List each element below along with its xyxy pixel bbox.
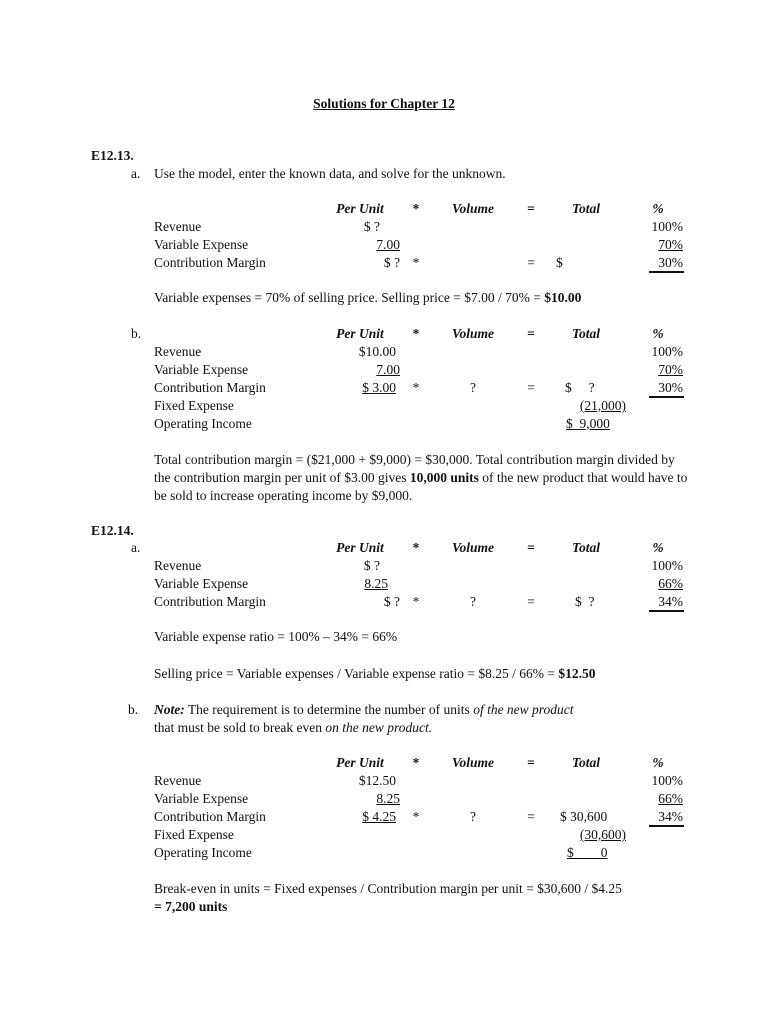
- header-total: Total: [571, 755, 600, 770]
- pct-cell: 100%: [651, 558, 683, 573]
- per-unit-cell: $ 3.00: [362, 380, 396, 395]
- per-unit-cell: 7.00: [376, 237, 400, 252]
- break-even-text: Break-even in units = Fixed expenses / Contribution margin per unit = $30,600 / $4.25: [154, 881, 622, 896]
- pct-cell: 30%: [658, 380, 683, 395]
- header-pct: %: [652, 326, 664, 341]
- times-cell: *: [412, 809, 420, 824]
- header-volume: Volume: [451, 540, 494, 555]
- row-label: Variable Expense: [154, 791, 249, 806]
- header-volume: Volume: [451, 755, 494, 770]
- row-label: Revenue: [154, 344, 202, 359]
- row-label: Fixed Expense: [154, 398, 234, 413]
- pct-cell: 70%: [658, 362, 683, 377]
- header-total: Total: [571, 540, 600, 555]
- exercise-label-e1213: E12.13.: [91, 148, 134, 163]
- ratio-text: Variable expense ratio = 100% – 34% = 66%: [154, 629, 398, 644]
- row-label: Operating Income: [154, 845, 252, 860]
- pct-cell: 34%: [658, 594, 683, 609]
- volume-cell: ?: [470, 809, 476, 824]
- note-line-1: Note: The requirement is to determine the number of units of the new product: [154, 702, 574, 717]
- header-pct: %: [652, 540, 664, 555]
- header-pct: %: [652, 755, 664, 770]
- break-even-result: = 7,200 units: [154, 899, 228, 914]
- row-label: Variable Expense: [154, 362, 249, 377]
- page-title: Solutions for Chapter 12: [313, 96, 455, 111]
- exercise-label-e1214: E12.14.: [91, 523, 134, 538]
- equals-cell: =: [527, 255, 535, 270]
- part-letter-b: b.: [128, 702, 139, 717]
- row-label: Contribution Margin: [154, 380, 266, 395]
- per-unit-cell: 8.25: [364, 576, 388, 591]
- per-unit-cell: 8.25: [376, 791, 400, 806]
- total-cell: $ ?: [565, 380, 595, 395]
- price-text: Selling price = Variable expenses / Variable expense ratio = $8.25 / 66% = $12.50: [154, 666, 596, 681]
- header-times: *: [412, 755, 420, 770]
- part-letter-a: a.: [131, 540, 141, 555]
- double-rule: [649, 396, 684, 398]
- per-unit-cell: $ 4.25: [362, 809, 396, 824]
- row-label: Revenue: [154, 558, 202, 573]
- pct-cell: 70%: [658, 237, 683, 252]
- per-unit-cell: $12.50: [358, 773, 396, 788]
- header-total: Total: [571, 201, 600, 216]
- header-volume: Volume: [451, 326, 494, 341]
- row-label: Contribution Margin: [154, 594, 266, 609]
- part-letter-b: b.: [131, 326, 142, 341]
- header-volume: Volume: [451, 201, 494, 216]
- header-equals: =: [527, 201, 535, 216]
- total-cell: $ ?: [575, 594, 595, 609]
- per-unit-cell: $10.00: [358, 344, 396, 359]
- times-cell: *: [412, 594, 420, 609]
- row-label: Fixed Expense: [154, 827, 234, 842]
- volume-cell: ?: [470, 594, 476, 609]
- row-label: Variable Expense: [154, 576, 249, 591]
- header-per-unit: Per Unit: [336, 755, 384, 770]
- header-per-unit: Per Unit: [336, 540, 384, 555]
- row-label: Revenue: [154, 773, 202, 788]
- header-per-unit: Per Unit: [336, 201, 384, 216]
- header-equals: =: [527, 540, 535, 555]
- instruction-text: Use the model, enter the known data, and solve for the unknown.: [154, 166, 506, 181]
- pct-cell: 100%: [651, 344, 683, 359]
- header-pct: %: [652, 201, 664, 216]
- equals-cell: =: [527, 809, 535, 824]
- pct-cell: 100%: [651, 773, 683, 788]
- row-label: Operating Income: [154, 416, 252, 431]
- part-letter-a: a.: [131, 166, 141, 181]
- header-times: *: [412, 201, 420, 216]
- double-rule: [649, 825, 684, 827]
- pct-cell: 66%: [658, 576, 683, 591]
- note-line-2: that must be sold to break even on the new product.: [154, 720, 433, 735]
- pct-cell: 30%: [658, 255, 683, 270]
- total-cell: $: [556, 255, 563, 270]
- header-equals: =: [527, 326, 535, 341]
- per-unit-cell: $ ?: [383, 594, 400, 609]
- volume-cell: ?: [470, 380, 476, 395]
- equals-cell: =: [527, 380, 535, 395]
- times-cell: *: [412, 255, 420, 270]
- header-equals: =: [527, 755, 535, 770]
- header-times: *: [412, 326, 420, 341]
- times-cell: *: [412, 380, 420, 395]
- note-text: Variable expenses = 70% of selling price. Selling price = $7.00 / 70% = $10.00: [154, 290, 582, 305]
- total-cell: $ 9,000: [566, 416, 610, 431]
- double-rule: [649, 610, 684, 612]
- total-cell: $ 0: [567, 845, 608, 860]
- total-cell: (21,000): [579, 398, 626, 413]
- header-total: Total: [571, 326, 600, 341]
- header-per-unit: Per Unit: [336, 326, 384, 341]
- per-unit-cell: $ ?: [383, 255, 400, 270]
- equals-cell: =: [527, 594, 535, 609]
- total-cell: (30,600): [579, 827, 626, 842]
- header-times: *: [412, 540, 420, 555]
- per-unit-cell: $ ?: [363, 558, 380, 573]
- row-label: Contribution Margin: [154, 255, 266, 270]
- explanation-paragraph: Total contribution margin = ($21,000 + $9,000) = $30,000. Total contribution margin divided by the contribution margin per unit of $3.00 gives 10,000 units of the new product that would have to be sold to increase operating income by $9,000.: [154, 452, 688, 503]
- row-label: Contribution Margin: [154, 809, 266, 824]
- per-unit-cell: 7.00: [376, 362, 400, 377]
- total-cell: $ 30,600: [560, 809, 608, 824]
- row-label: Variable Expense: [154, 237, 249, 252]
- pct-cell: 34%: [658, 809, 683, 824]
- row-label: Revenue: [154, 219, 202, 234]
- double-rule: [649, 271, 684, 273]
- per-unit-cell: $ ?: [363, 219, 380, 234]
- pct-cell: 100%: [651, 219, 683, 234]
- pct-cell: 66%: [658, 791, 683, 806]
